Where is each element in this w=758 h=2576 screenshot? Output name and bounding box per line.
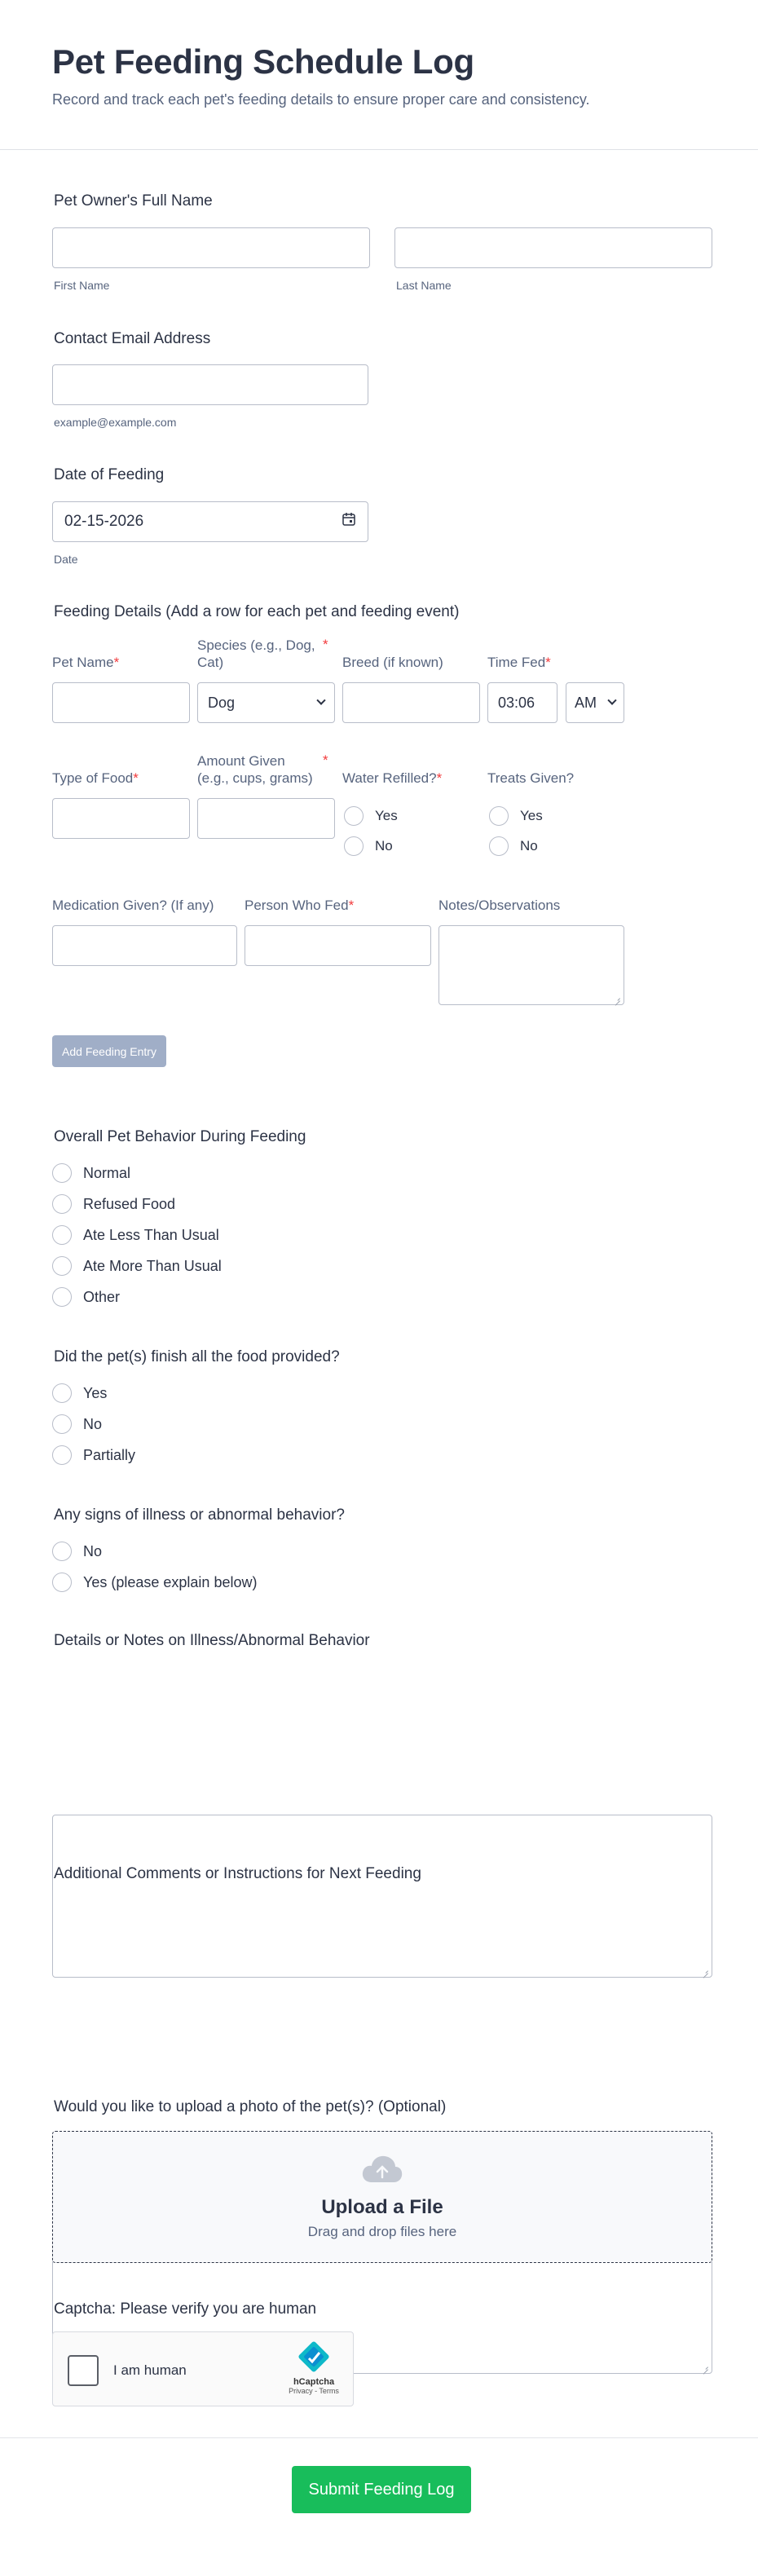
time-fed-label: Time Fed* xyxy=(487,655,551,670)
email-input[interactable] xyxy=(52,364,368,405)
submit-button[interactable]: Submit Feeding Log xyxy=(292,2466,471,2513)
last-name-sublabel: Last Name xyxy=(396,279,452,292)
radio-circle[interactable] xyxy=(52,1414,72,1434)
finished-option-yes[interactable]: Yes xyxy=(52,1378,135,1409)
illness-option-yes[interactable]: Yes (please explain below) xyxy=(52,1567,257,1598)
notes-label: Notes/Observations xyxy=(438,898,561,913)
email-label: Contact Email Address xyxy=(54,330,211,347)
pet-name-label: Pet Name* xyxy=(52,655,120,670)
species-select-value: Dog xyxy=(208,694,236,711)
radio-circle[interactable] xyxy=(489,836,509,856)
page-subtitle: Record and track each pet's feeding details to ensure proper care and consistency. xyxy=(52,91,590,108)
treats-given-label: Treats Given? xyxy=(487,770,575,786)
amount-required-mark: * xyxy=(323,752,328,768)
upload-hint: Drag and drop files here xyxy=(307,2223,457,2239)
time-fed-input[interactable] xyxy=(487,682,557,723)
captcha-widget xyxy=(52,2331,354,2406)
behavior-option-refused[interactable]: Refused Food xyxy=(52,1189,222,1220)
ampm-select[interactable] xyxy=(566,682,624,723)
water-refilled-label: Water Refilled?* xyxy=(342,770,443,786)
illness-details-textarea[interactable] xyxy=(52,1815,712,1978)
finished-options xyxy=(52,1378,135,1471)
treats-given-options xyxy=(489,801,543,861)
treats-yes-option[interactable]: Yes xyxy=(489,801,543,831)
ampm-value: AM xyxy=(575,694,597,711)
radio-circle[interactable] xyxy=(52,1163,72,1183)
calendar-icon[interactable] xyxy=(342,512,356,532)
comments-label: Additional Comments or Instructions for Next Feeding xyxy=(54,1865,421,1882)
chevron-down-icon xyxy=(316,696,325,705)
behavior-option-ate-more[interactable]: Ate More Than Usual xyxy=(52,1251,222,1281)
breed-label: Breed (if known) xyxy=(342,655,443,670)
last-name-input[interactable] xyxy=(394,227,712,268)
person-fed-input[interactable] xyxy=(245,925,431,966)
illness-details-label: Details or Notes on Illness/Abnormal Behavior xyxy=(54,1632,370,1649)
behavior-option-other[interactable]: Other xyxy=(52,1281,222,1312)
radio-circle[interactable] xyxy=(52,1287,72,1307)
upload-title: Upload a File xyxy=(321,2195,443,2218)
date-sublabel: Date xyxy=(54,553,78,566)
captcha-label: Captcha: Please verify you are human xyxy=(54,2300,317,2318)
water-refilled-options xyxy=(344,801,398,861)
captcha-links[interactable]: Privacy - Terms xyxy=(289,2387,339,2395)
notes-textarea[interactable] xyxy=(438,925,624,1005)
hcaptcha-icon xyxy=(297,2340,330,2373)
first-name-input[interactable] xyxy=(52,227,370,268)
upload-dropzone[interactable] xyxy=(52,2131,712,2263)
radio-circle[interactable] xyxy=(52,1256,72,1276)
radio-circle[interactable] xyxy=(344,836,364,856)
captcha-checkbox-label: I am human xyxy=(113,2362,187,2378)
pet-name-input[interactable] xyxy=(52,682,190,723)
email-sublabel: example@example.com xyxy=(54,416,177,429)
resize-handle-icon[interactable] xyxy=(702,1967,708,1974)
radio-circle[interactable] xyxy=(52,1542,72,1561)
captcha-brand: hCaptcha xyxy=(293,2377,335,2387)
species-select[interactable] xyxy=(197,682,335,723)
illness-option-no[interactable]: No xyxy=(52,1536,257,1567)
type-of-food-label: Type of Food* xyxy=(52,770,139,786)
amount-given-label: Amount Given (e.g., cups, grams) xyxy=(197,753,313,787)
hcaptcha-logo xyxy=(285,2340,342,2395)
chevron-down-icon xyxy=(607,696,616,705)
finished-option-no[interactable]: No xyxy=(52,1409,135,1440)
date-label: Date of Feeding xyxy=(54,466,165,483)
type-of-food-input[interactable] xyxy=(52,798,190,839)
resize-handle-icon[interactable] xyxy=(702,2363,708,2370)
upload-label: Would you like to upload a photo of the pet(s)? (Optional) xyxy=(54,2098,447,2115)
medication-label: Medication Given? (If any) xyxy=(52,898,214,913)
radio-circle[interactable] xyxy=(489,806,509,826)
time-value: 03:06 xyxy=(498,694,535,711)
behavior-option-ate-less[interactable]: Ate Less Than Usual xyxy=(52,1220,222,1251)
finished-label: Did the pet(s) finish all the food provided? xyxy=(54,1348,340,1365)
treats-no-option[interactable]: No xyxy=(489,831,543,861)
resize-handle-icon[interactable] xyxy=(614,995,620,1001)
water-no-option[interactable]: No xyxy=(344,831,398,861)
behavior-option-normal[interactable]: Normal xyxy=(52,1158,222,1189)
species-required-mark: * xyxy=(323,637,328,652)
captcha-checkbox[interactable] xyxy=(68,2355,99,2386)
illness-label: Any signs of illness or abnormal behavior? xyxy=(54,1506,345,1524)
add-feeding-entry-button[interactable]: Add Feeding Entry xyxy=(52,1035,166,1067)
finished-option-partially[interactable]: Partially xyxy=(52,1440,135,1471)
radio-circle[interactable] xyxy=(344,806,364,826)
medication-input[interactable] xyxy=(52,925,237,966)
amount-given-input[interactable] xyxy=(197,798,335,839)
person-fed-label: Person Who Fed* xyxy=(245,898,355,913)
feeding-details-label: Feeding Details (Add a row for each pet and feeding event) xyxy=(54,603,460,620)
illness-options xyxy=(52,1536,257,1598)
radio-circle[interactable] xyxy=(52,1383,72,1403)
date-input[interactable] xyxy=(52,501,368,542)
first-name-sublabel: First Name xyxy=(54,279,110,292)
radio-circle[interactable] xyxy=(52,1445,72,1465)
date-value: 02-15-2026 xyxy=(64,513,144,530)
breed-input[interactable] xyxy=(342,682,480,723)
radio-circle[interactable] xyxy=(52,1573,72,1592)
cloud-upload-icon xyxy=(361,2155,403,2188)
page-title: Pet Feeding Schedule Log xyxy=(52,42,474,81)
owner-name-label: Pet Owner's Full Name xyxy=(54,192,213,210)
species-label: Species (e.g., Dog, Cat) xyxy=(197,637,315,671)
footer-divider xyxy=(0,2437,758,2438)
behavior-options xyxy=(52,1158,222,1312)
form-header xyxy=(0,0,758,150)
behavior-label: Overall Pet Behavior During Feeding xyxy=(54,1128,306,1145)
radio-circle[interactable] xyxy=(52,1194,72,1214)
radio-circle[interactable] xyxy=(52,1225,72,1245)
water-yes-option[interactable]: Yes xyxy=(344,801,398,831)
